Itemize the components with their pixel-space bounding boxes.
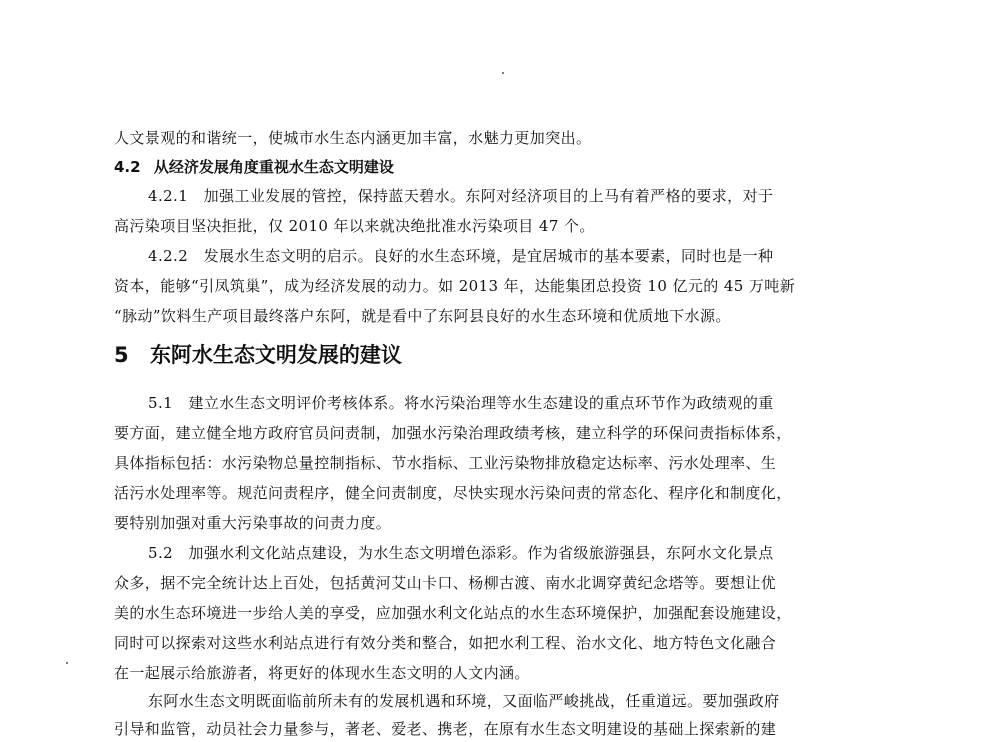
paragraph-line: 要特别加强对重大污染事故的问责力度。 [114, 514, 392, 532]
paragraph-line: 5.2 加强水利文化站点建设，为水生态文明增色添彩。作为省级旅游强县，东阿水文化景点 [148, 544, 774, 562]
paragraph-line: 具体指标包括：水污染物总量控制指标、节水指标、工业污染物排放稳定达标率、污水处理率、生 [114, 454, 777, 472]
section-number: 5 [114, 343, 129, 367]
scan-speck [66, 662, 68, 664]
section-title: 东阿水生态文明发展的建议 [149, 343, 402, 367]
section-heading-5 [114, 338, 402, 372]
section-heading-4-2 [114, 154, 394, 180]
paragraph-line: 4.2.1 加强工业发展的管控，保持蓝天碧水。东阿对经济项目的上马有着严格的要求，对于 [148, 187, 774, 205]
paragraph-line: 活污水处理率等。规范问责程序，健全问责制度，尽快实现水污染问责的常态化、程序化和制度化， [114, 484, 792, 502]
paragraph-line: 在一起展示给旅游者，将更好的体现水生态文明的人文内涵。 [114, 664, 530, 682]
section-title: 从经济发展角度重视水生态文明建设 [153, 158, 394, 176]
paragraph-line: “脉动”饮料生产项目最终落户东阿，就是看中了东阿县良好的水生态环境和优质地下水源。 [114, 307, 731, 325]
paragraph-line: 美的水生态环境进一步给人美的享受，应加强水利文化站点的水生态环境保护，加强配套设施建设， [114, 604, 792, 622]
paragraph-line: 4.2.2 发展水生态文明的启示。良好的水生态环境，是宜居城市的基本要素，同时也是一种 [148, 247, 774, 265]
paragraph-line: 东阿水生态文明既面临前所未有的发展机遇和环境，又面临严峻挑战，任重道远。要加强政府 [148, 692, 780, 710]
paragraph-line: 众多，据不完全统计达上百处，包括黄河艾山卡口、杨柳古渡、南水北调穿黄纪念塔等。要想让优 [114, 574, 777, 592]
paragraph-line: 高污染项目坚决拒批，仅 2010 年以来就决绝批准水污染项目 47 个。 [114, 217, 595, 235]
paragraph-line: 5.1 建立水生态文明评价考核体系。将水污染治理等水生态建设的重点环节作为政绩观的重 [148, 394, 774, 412]
paragraph-line: 资本，能够“引凤筑巢”，成为经济发展的动力。如 2013 年，达能集团总投资 10 亿元的 45 万吨新 [114, 277, 796, 295]
paragraph-line: 引导和监管，动员社会力量参与，著老、爱老、携老，在原有水生态文明建设的基础上探索新的建 [114, 720, 777, 738]
paragraph-line: 同时可以探索对这些水利站点进行有效分类和整合，如把水利工程、治水文化、地方特色文化融合 [114, 634, 777, 652]
section-number: 4.2 [114, 158, 141, 176]
paragraph-line: 人文景观的和谐统一，使城市水生态内涵更加丰富，水魅力更加突出。 [114, 129, 592, 147]
paragraph-line: 要方面，建立健全地方政府官员问责制，加强水污染治理政绩考核，建立科学的环保问责指标体系， [114, 424, 792, 442]
scan-speck [502, 72, 504, 74]
